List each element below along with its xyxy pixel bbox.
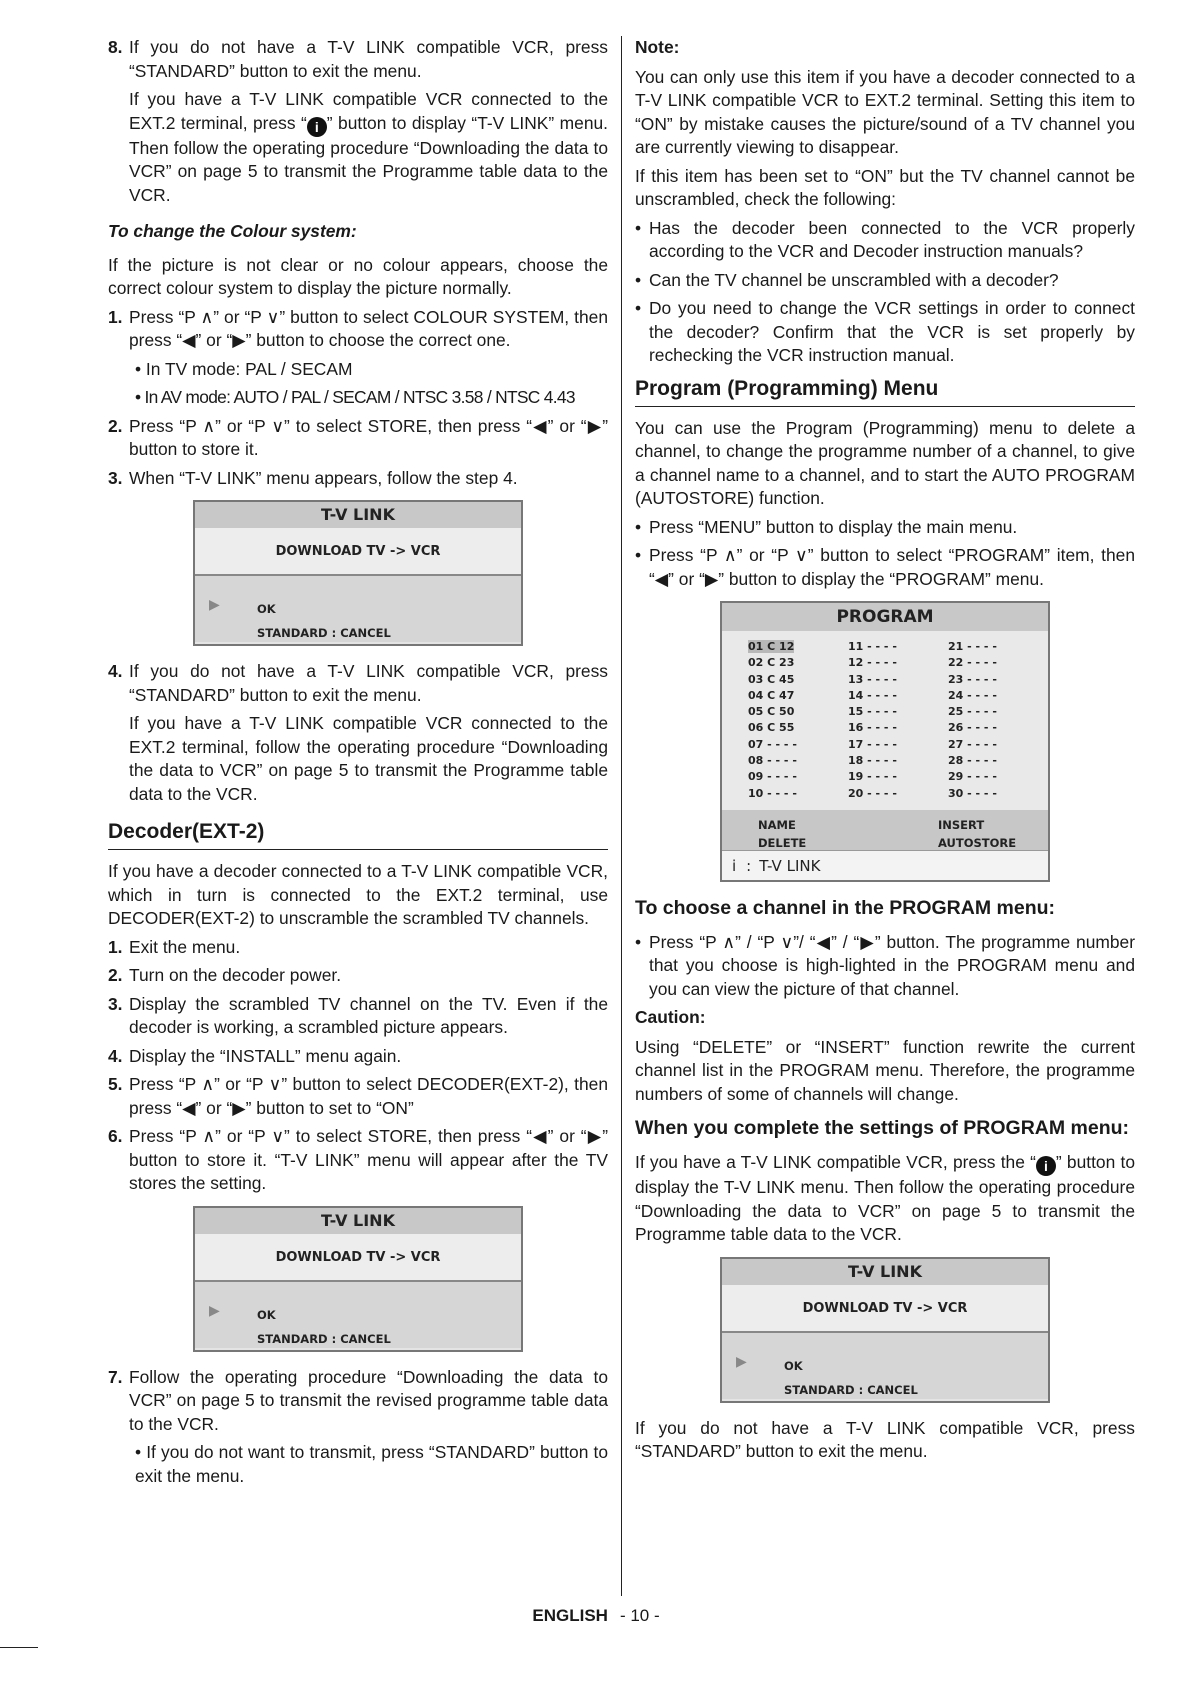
complete-settings-heading: When you complete the settings of PROGRAM menu:	[635, 1117, 1130, 1140]
list-item: • Has the decoder been connected to the VCR properly according to the VCR and Decoder instruction manuals?	[635, 217, 1135, 261]
info-icon: i	[307, 117, 327, 137]
right-column	[635, 36, 1135, 1469]
delete-label: DELETE	[758, 835, 807, 850]
paragraph: If the picture is not clear or no colour appears, choose the correct colour system to display the picture normally.	[108, 254, 608, 298]
channel-cell: 22 - - - -	[948, 656, 997, 670]
channel-cell: 10 - - - -	[748, 786, 797, 800]
channel-column	[748, 639, 848, 802]
info-icon: i	[1036, 1156, 1056, 1176]
tv-mode-line: • In TV mode: PAL / SECAM	[135, 358, 353, 379]
channel-cell: 12 - - - -	[848, 656, 897, 670]
list-item: • Press “MENU” button to display the main menu.	[635, 516, 1018, 537]
tv-link-menu-illustration	[193, 500, 523, 646]
channel-cell: 20 - - - -	[848, 786, 897, 800]
download-row: DOWNLOAD TV -> VCR	[195, 1234, 521, 1282]
name-label: NAME	[758, 817, 796, 832]
channel-cell: 17 - - - -	[848, 737, 897, 751]
channel-cell: 15 - - - -	[848, 705, 897, 719]
standard-cancel-label: STANDARD : CANCEL	[257, 626, 391, 640]
paragraph: You can use the Program (Programming) menu to delete a channel, to change the programme number of a channel, to give a channel name to a channel, and to start the AUTO PROGRAM (AUTOSTORE) function.	[635, 417, 1135, 508]
menu-title: PROGRAM	[722, 603, 1048, 631]
channel-cell: 18 - - - -	[848, 754, 897, 768]
decoder-step-3: 3. Display the scrambled TV channel on the TV. Even if the decoder is working, a scrambled picture appears.	[108, 993, 608, 1037]
channel-cell: 23 - - - -	[948, 672, 997, 686]
paragraph: If you do not have a T-V LINK compatible VCR, press “STANDARD” button to exit the menu.	[635, 1417, 1135, 1462]
note-heading: Note:	[635, 37, 680, 57]
paragraph: If you have a T-V LINK compatible VCR connected to the EXT.2 terminal, press “ i ” button to display “T-V LINK” menu. Then follow the operating procedure “Downloading the data to VCR” on page 5 to transmit the Programme table data to the VCR.	[129, 89, 608, 205]
info-icon: i	[732, 856, 737, 875]
decoder-heading: Decoder(EXT-2)	[108, 819, 608, 850]
insert-label: INSERT	[938, 817, 985, 832]
colour-step-1: 1. Press “P ∧” or “P ∨” button to select COLOUR SYSTEM, then press “◀” or “▶” button to choose the correct one.	[108, 306, 608, 350]
menu-title: T-V LINK	[195, 502, 521, 528]
channel-cell: 11 - - - -	[848, 640, 897, 653]
channel-column	[948, 639, 1048, 802]
paragraph: You can only use this item if you have a decoder connected to a T-V LINK compatible VCR to EXT.2 terminal. Setting this item to “ON” by mistake causes the picture/sound of a TV channel you are currently viewing to disappear.	[635, 66, 1135, 157]
step-number: 8.	[108, 37, 123, 57]
program-menu-heading: Program (Programming) Menu	[635, 376, 1135, 407]
autostore-label: AUTOSTORE	[938, 835, 1017, 850]
channel-column	[848, 639, 948, 802]
step-8	[108, 36, 608, 212]
decoder-step-7: 7. Follow the operating procedure “Downloading the data to VCR” on page 5 to transmit the revised programme table data to the VCR.	[108, 1366, 608, 1434]
tv-link-menu-illustration	[193, 1206, 523, 1352]
ok-label: OK	[257, 602, 276, 616]
arrow-right-icon: ▶	[209, 597, 220, 613]
colour-system-heading: To change the Colour system:	[108, 221, 357, 241]
channel-cell: 07 - - - -	[748, 737, 797, 751]
paragraph: If you have a decoder connected to a T-V LINK compatible VCR, which in turn is connected to the EXT.2 terminal, use DECODER(EXT-2) to unscramble the scrambled TV channels.	[108, 861, 608, 928]
program-menu-illustration	[720, 601, 1050, 882]
av-mode-line: • In AV mode: AUTO / PAL / SECAM / NTSC 3.58 / NTSC 4.43	[135, 387, 575, 407]
channel-cell: 04 C 47	[748, 688, 795, 702]
paragraph: If you do not have a T-V LINK compatible VCR, press “STANDARD” button to exit the menu.	[129, 37, 608, 81]
colour-step-2: 2. Press “P ∧” or “P ∨” to select STORE, then press “◀” or “▶” button to store it.	[108, 415, 608, 459]
channel-cell: 28 - - - -	[948, 754, 997, 768]
list-item: • Do you need to change the VCR settings in order to connect the decoder? Confirm that the VCR is set properly by rechecking the VCR instruction manual.	[635, 298, 1135, 365]
bottom-rule	[0, 1647, 38, 1648]
download-row: DOWNLOAD TV -> VCR	[195, 528, 521, 576]
program-actions	[722, 810, 1048, 850]
decoder-step-4: 4. Display the “INSTALL” menu again.	[108, 1045, 402, 1066]
download-row: DOWNLOAD TV -> VCR	[722, 1285, 1048, 1333]
channel-cell: 19 - - - -	[848, 770, 897, 784]
ok-label: OK	[257, 1307, 276, 1322]
menu-title: T-V LINK	[722, 1259, 1048, 1285]
channel-cell: 06 C 55	[748, 721, 795, 735]
channel-cell: 26 - - - -	[948, 721, 997, 735]
menu-title: T-V LINK	[195, 1208, 521, 1234]
standard-cancel-label: STANDARD : CANCEL	[257, 1331, 391, 1346]
channel-cell: 13 - - - -	[848, 672, 897, 686]
channel-cell: 27 - - - -	[948, 737, 997, 751]
page-number: - 10 -	[619, 1606, 660, 1625]
channel-grid	[722, 631, 1048, 810]
channel-cell: 01 C 12	[748, 640, 795, 653]
arrow-right-icon: ▶	[736, 1353, 747, 1370]
language-label: ENGLISH	[532, 1606, 608, 1625]
list-item: • Press “P ∧” or “P ∨” button to select “PROGRAM” item, then “◀” or “▶” button to display the “PROGRAM” menu.	[635, 545, 1135, 589]
channel-cell: 09 - - - -	[748, 770, 797, 784]
channel-cell: 29 - - - -	[948, 770, 997, 784]
channel-cell: 16 - - - -	[848, 721, 897, 735]
paragraph: Using “DELETE” or “INSERT” function rewrite the current channel list in the PROGRAM menu. Therefore, the programme numbers of some of channels will change.	[635, 1036, 1135, 1104]
channel-cell: 24 - - - -	[948, 688, 997, 702]
channel-cell: 03 C 45	[748, 672, 795, 686]
channel-cell: 14 - - - -	[848, 688, 897, 702]
colour-step-4: 4. If you do not have a T-V LINK compatible VCR, press “STANDARD” button to exit the menu. If you have a T-V LINK compatible VCR connected to the EXT.2 terminal, follow the operating procedure “Downloading the data to VCR” on page 5 to transmit the Programme table data to the VCR.	[108, 661, 608, 804]
paragraph: If you have a T-V LINK compatible VCR, press the “ i ” button to display the T-V LINK menu. Then follow the operating procedure “Downloading the data to VCR” on page 5 to transmit the Programme table data to the VCR.	[635, 1152, 1135, 1245]
list-item: • Press “P ∧” / “P ∨”/ “◀” / “▶” button. The programme number that you choose is high-lighted in the PROGRAM menu and you can view the picture of that channel.	[635, 931, 1135, 999]
channel-cell: 05 C 50	[748, 705, 795, 719]
channel-cell: 21 - - - -	[948, 640, 997, 653]
left-column	[108, 36, 608, 1493]
decoder-step-2: 2. Turn on the decoder power.	[108, 965, 342, 985]
choose-channel-heading: To choose a channel in the PROGRAM menu:	[635, 896, 1056, 919]
page-footer	[0, 1604, 1192, 1628]
column-divider	[621, 36, 622, 1596]
channel-cell: 30 - - - -	[948, 786, 997, 800]
channel-cell: 02 C 23	[748, 656, 795, 670]
list-item: • Can the TV channel be unscrambled with a decoder?	[635, 269, 1059, 290]
tv-link-menu-illustration	[720, 1257, 1050, 1403]
ok-label: OK	[784, 1358, 803, 1373]
decoder-step-5: 5. Press “P ∧” or “P ∨” button to select DECODER(EXT-2), then press “◀” or “▶” button to set to “ON”	[108, 1074, 608, 1118]
arrow-right-icon: ▶	[209, 1302, 220, 1319]
step-7-bullet: • If you do not want to transmit, press “STANDARD” button to exit the menu.	[135, 1442, 608, 1486]
channel-cell: 08 - - - -	[748, 754, 797, 768]
colour-step-3: 3. When “T-V LINK” menu appears, follow the step 4.	[108, 467, 518, 488]
decoder-step-6: 6. Press “P ∧” or “P ∨” to select STORE, then press “◀” or “▶” button to store it. “T-V LINK” menu will appear after the TV stores the setting.	[108, 1126, 608, 1193]
decoder-step-1: 1. Exit the menu.	[108, 936, 241, 957]
standard-cancel-label: STANDARD : CANCEL	[784, 1382, 918, 1397]
paragraph: If this item has been set to “ON” but the TV channel cannot be unscrambled, check the following:	[635, 165, 1135, 209]
caution-heading: Caution:	[635, 1007, 706, 1028]
info-bar: i : T-V LINK	[722, 850, 1048, 880]
channel-cell: 25 - - - -	[948, 705, 997, 719]
